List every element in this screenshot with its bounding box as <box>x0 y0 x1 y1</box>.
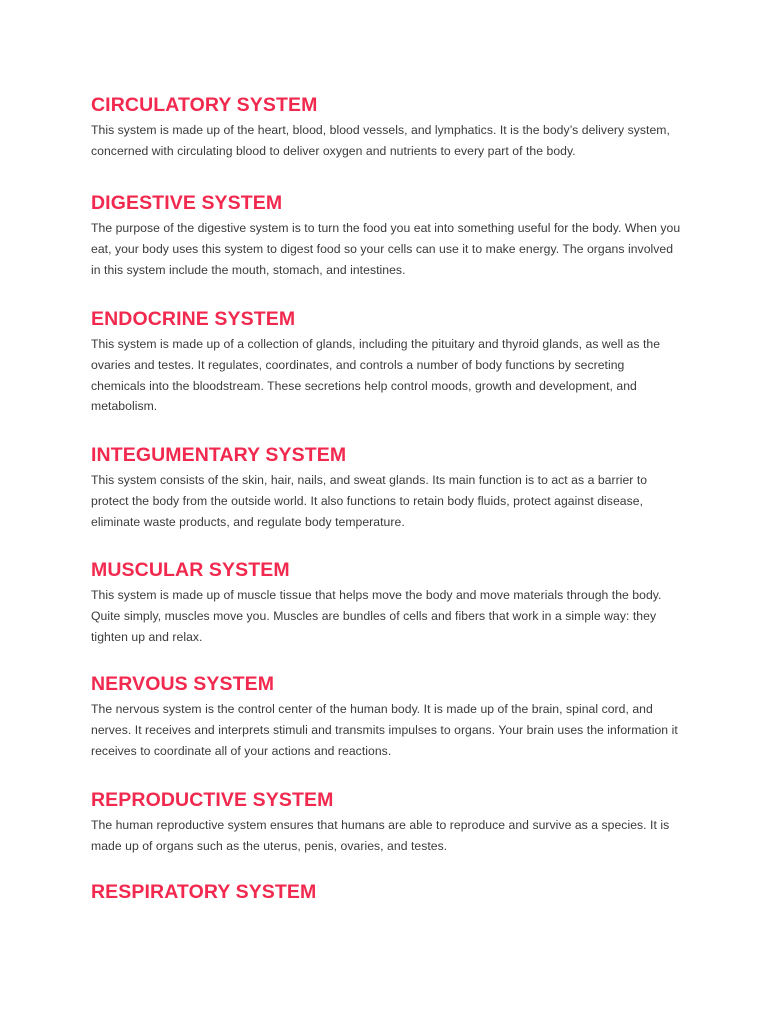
section-body: This system is made up of a collection of glands, including the pituitary and thyroid glands, as well as the ovaries and testes. It regulates, coordinates, and controls a number of body functions by secreting chemicals into the bloodstream. These secretions help control moods, growth and development, and metabolism. <box>91 337 661 414</box>
section-body: This system consists of the skin, hair, nails, and sweat glands. Its main function is to act as a barrier to protect the body from the outside world. It also functions to retain body fluids, protect against disease, eliminate waste products, and regulate body temperature. <box>91 473 648 529</box>
section-heading: NERVOUS SYSTEM <box>91 673 275 695</box>
section-body: This system is made up of muscle tissue that helps move the body and move materials through the body. Quite simply, muscles move you. Muscles are bundles of cells and fibers that work in a simple way: they tighten up and relax. <box>91 588 662 644</box>
section-endocrine-system <box>91 306 681 442</box>
section-nervous-system <box>91 671 681 787</box>
section-reproductive-system <box>91 787 681 879</box>
section-respiratory-system <box>91 879 681 919</box>
section-body: The human reproductive system ensures that humans are able to reproduce and survive as a species. It is made up of organs such as the uterus, penis, ovaries, and testes. <box>91 818 670 853</box>
section-body: The purpose of the digestive system is to turn the food you eat into something useful for the body. When you eat, your body uses this system to digest food so your cells can use it to make energy. The organs involved in this system include the mouth, stomach, and intestines. <box>91 221 681 277</box>
section-muscular-system <box>91 557 681 671</box>
section-heading: REPRODUCTIVE SYSTEM <box>91 789 334 811</box>
section-heading: RESPIRATORY SYSTEM <box>91 881 317 903</box>
section-body: This system is made up of the heart, blood, blood vessels, and lymphatics. It is the body’s delivery system, concerned with circulating blood to deliver oxygen and nutrients to every part of the body. <box>91 123 670 158</box>
section-heading: ENDOCRINE SYSTEM <box>91 308 296 330</box>
section-circulatory-system <box>91 92 681 190</box>
document-page <box>91 92 681 919</box>
section-heading: DIGESTIVE SYSTEM <box>91 192 283 214</box>
section-heading: MUSCULAR SYSTEM <box>91 559 290 581</box>
section-body: The nervous system is the control center of the human body. It is made up of the brain, spinal cord, and nerves. It receives and interprets stimuli and transmits impulses to organs. Your brain uses the information it receives to coordinate all of your actions and reactions. <box>91 702 678 758</box>
section-integumentary-system <box>91 442 681 557</box>
section-heading: INTEGUMENTARY SYSTEM <box>91 444 347 466</box>
section-digestive-system <box>91 190 681 306</box>
section-heading: CIRCULATORY SYSTEM <box>91 94 318 116</box>
